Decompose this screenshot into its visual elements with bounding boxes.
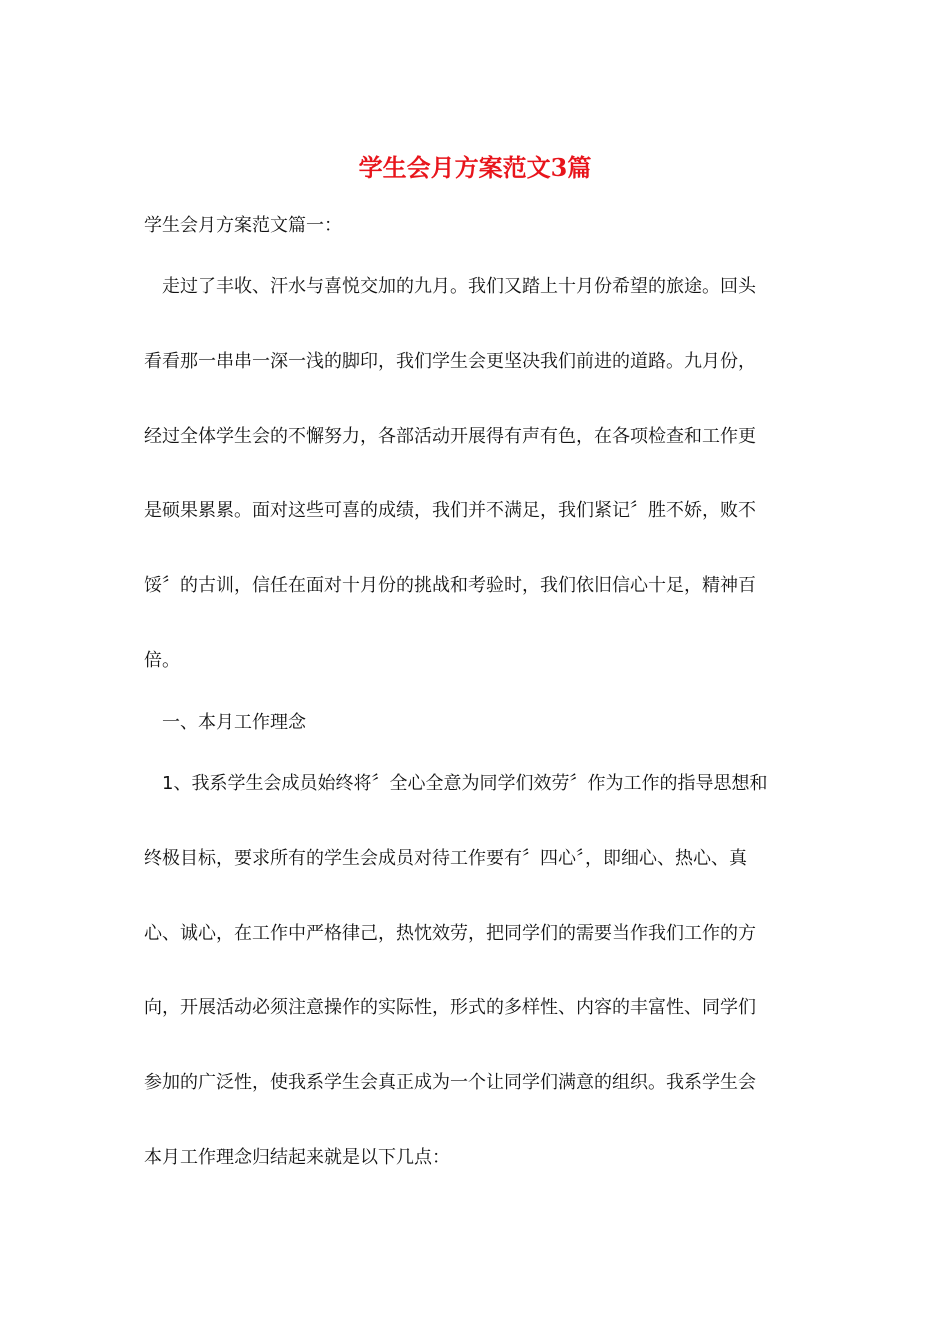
paragraph2-line-6: 本月工作理念归结起来就是以下几点： — [144, 1147, 450, 1168]
paragraph2-line-5: 参加的广泛性，使我系学生会真正成为一个让同学们满意的组织。我系学生会 — [144, 1072, 756, 1093]
paragraph1-line-1: 走过了丰收、汗水与喜悦交加的九月。我们又踏上十月份希望的旅途。回头 — [162, 276, 756, 297]
paragraph2-line-4: 向，开展活动必须注意操作的实际性，形式的多样性、内容的丰富性、同学们 — [144, 997, 756, 1018]
paragraph1-line-5: 馁〞的古训，信任在面对十月份的挑战和考验时，我们依旧信心十足，精神百 — [144, 575, 756, 596]
paragraph1-line-6: 倍。 — [144, 650, 180, 671]
document-subtitle: 学生会月方案范文篇一： — [144, 215, 342, 236]
paragraph1-line-2: 看看那一串串一深一浅的脚印，我们学生会更坚决我们前进的道路。九月份， — [144, 351, 756, 372]
paragraph1-line-4: 是硕果累累。面对这些可喜的成绩，我们并不满足，我们紧记〞胜不娇，败不 — [144, 500, 756, 521]
document-title: 学生会月方案范文3篇 — [358, 153, 592, 182]
paragraph1-line-3: 经过全体学生会的不懈努力，各部活动开展得有声有色，在各项检查和工作更 — [144, 426, 756, 447]
paragraph2-line-3: 心、诚心，在工作中严格律己，热忱效劳，把同学们的需要当作我们工作的方 — [144, 923, 756, 944]
paragraph2-line-1: 1、我系学生会成员始终将〞全心全意为同学们效劳〞作为工作的指导思想和 — [162, 773, 768, 794]
section-heading: 一、本月工作理念 — [162, 712, 306, 733]
paragraph2-line-2: 终极目标，要求所有的学生会成员对待工作要有〞四心〞，即细心、热心、真 — [144, 848, 747, 869]
